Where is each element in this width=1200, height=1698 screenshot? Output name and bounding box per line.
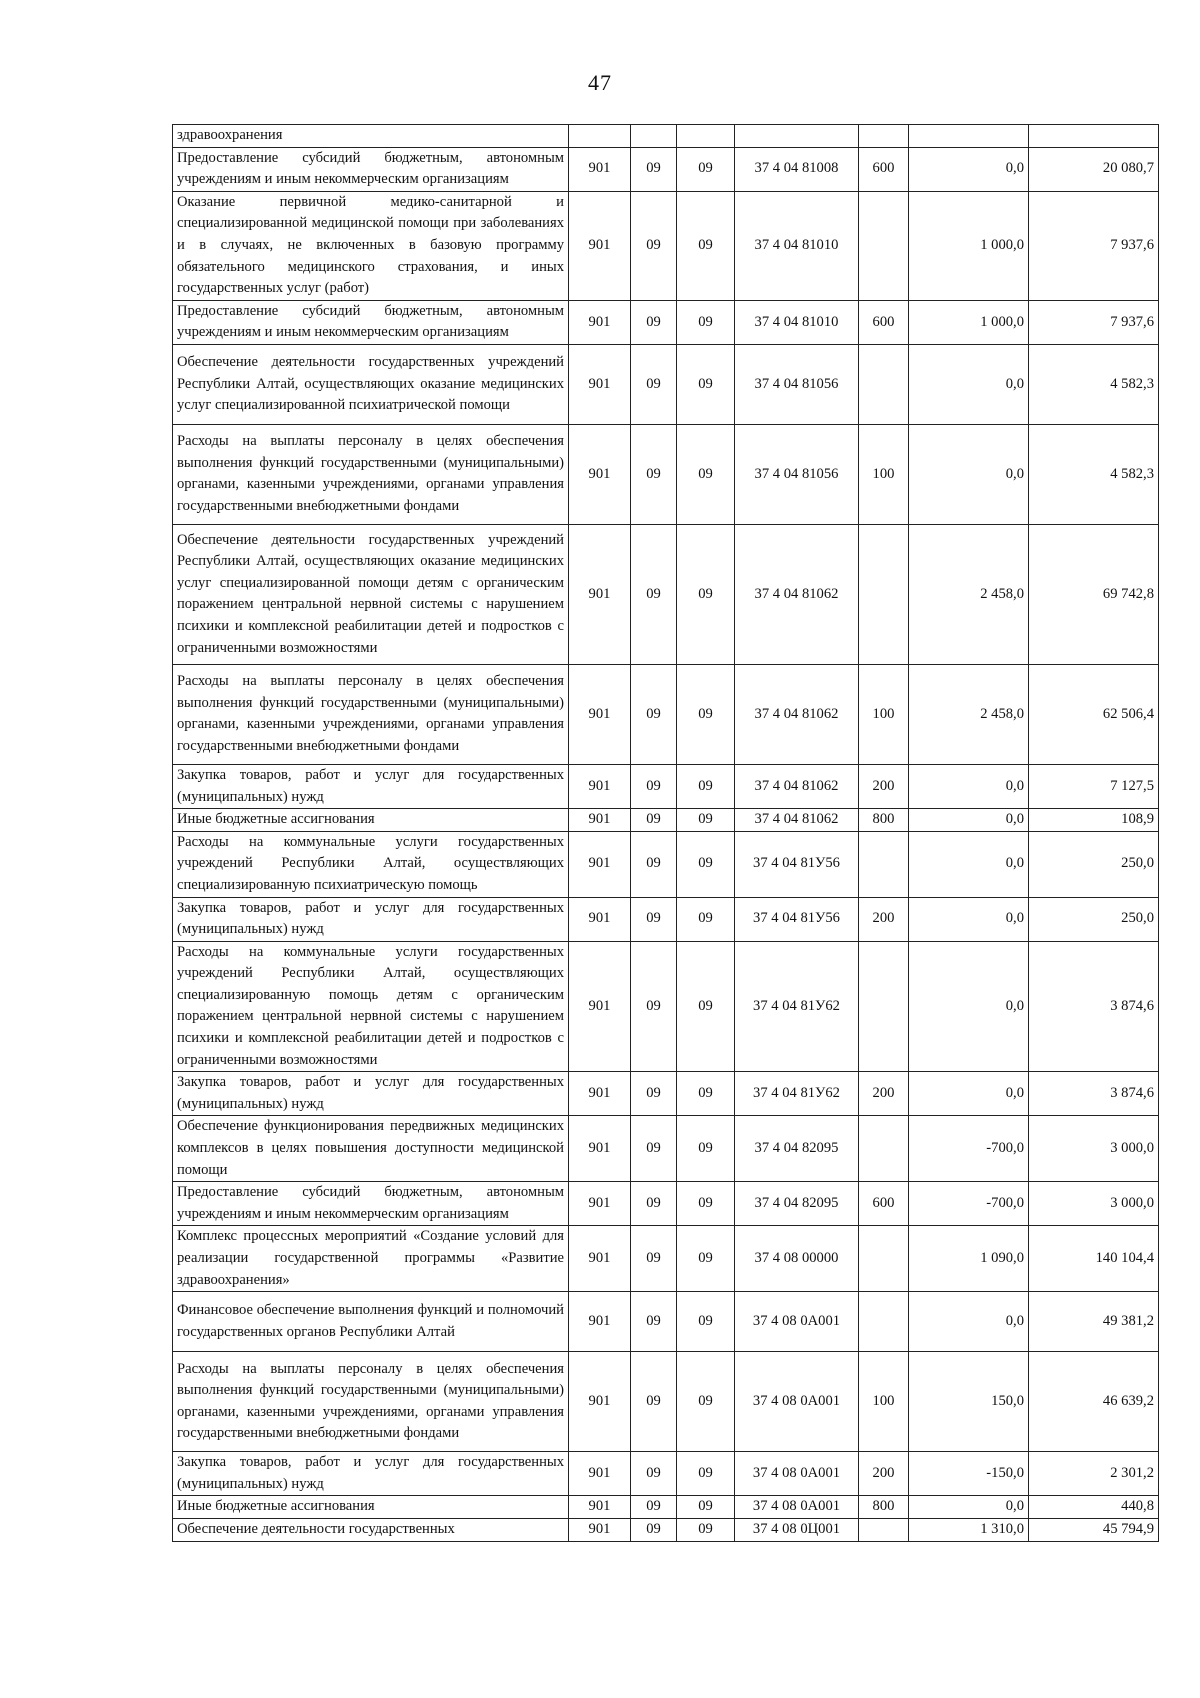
expense-type-code: 200 xyxy=(859,1452,909,1496)
expense-type-code xyxy=(859,1226,909,1292)
amount-total: 250,0 xyxy=(1029,897,1159,941)
row-description: Закупка товаров, работ и услуг для государственных (муниципальных) нужд xyxy=(173,1452,569,1496)
grbs-code: 901 xyxy=(569,424,631,524)
section-code: 09 xyxy=(631,1352,677,1452)
section-code: 09 xyxy=(631,764,677,808)
subsection-code: 09 xyxy=(677,764,735,808)
expense-type-code: 100 xyxy=(859,664,909,764)
expense-type-code: 600 xyxy=(859,1182,909,1226)
row-description: Обеспечение деятельности государственных учреждений Республики Алтай, осуществляющих оказание медицинских услуг специализированной помощи детям с органическим поражением центральной нервной системы с нарушением психики и комплексной реабилитации детей и подростков с ограниченными возможностями xyxy=(173,524,569,664)
subsection-code: 09 xyxy=(677,300,735,344)
table-row xyxy=(173,1182,1159,1226)
target-article-code: 37 4 08 0Ц001 xyxy=(735,1518,859,1541)
table-row xyxy=(173,524,1159,664)
expense-type-code: 600 xyxy=(859,300,909,344)
amount-total: 7 127,5 xyxy=(1029,764,1159,808)
table-row xyxy=(173,1452,1159,1496)
grbs-code: 901 xyxy=(569,1182,631,1226)
subsection-code: 09 xyxy=(677,664,735,764)
amount-total: 49 381,2 xyxy=(1029,1292,1159,1352)
grbs-code: 901 xyxy=(569,524,631,664)
row-description: Закупка товаров, работ и услуг для государственных (муниципальных) нужд xyxy=(173,1072,569,1116)
target-article-code: 37 4 08 0А001 xyxy=(735,1352,859,1452)
target-article-code: 37 4 04 81062 xyxy=(735,664,859,764)
section-code: 09 xyxy=(631,897,677,941)
subsection-code: 09 xyxy=(677,1518,735,1541)
target-article-code: 37 4 04 81056 xyxy=(735,424,859,524)
row-description: Расходы на выплаты персоналу в целях обеспечения выполнения функций государственными (муниципальными) органами, казенными учреждениями, органами управления государственными внебюджетными фондами xyxy=(173,1352,569,1452)
table-row xyxy=(173,1226,1159,1292)
target-article-code: 37 4 04 81056 xyxy=(735,344,859,424)
amount-change: -700,0 xyxy=(909,1116,1029,1182)
row-description: Закупка товаров, работ и услуг для государственных (муниципальных) нужд xyxy=(173,897,569,941)
target-article-code: 37 4 04 82095 xyxy=(735,1182,859,1226)
table-row xyxy=(173,831,1159,897)
subsection-code: 09 xyxy=(677,1452,735,1496)
section-code: 09 xyxy=(631,524,677,664)
grbs-code: 901 xyxy=(569,1292,631,1352)
table-body xyxy=(173,125,1159,1542)
grbs-code: 901 xyxy=(569,147,631,191)
amount-total: 2 301,2 xyxy=(1029,1452,1159,1496)
expense-type-code xyxy=(859,941,909,1072)
subsection-code: 09 xyxy=(677,1116,735,1182)
grbs-code: 901 xyxy=(569,1452,631,1496)
grbs-code: 901 xyxy=(569,1116,631,1182)
table-row xyxy=(173,191,1159,300)
target-article-code: 37 4 08 00000 xyxy=(735,1226,859,1292)
section-code xyxy=(631,125,677,148)
section-code: 09 xyxy=(631,1518,677,1541)
amount-total: 7 937,6 xyxy=(1029,300,1159,344)
expense-type-code xyxy=(859,125,909,148)
target-article-code: 37 4 04 81У62 xyxy=(735,1072,859,1116)
amount-total: 3 874,6 xyxy=(1029,941,1159,1072)
table-row xyxy=(173,125,1159,148)
table-row xyxy=(173,1072,1159,1116)
row-description: Оказание первичной медико-санитарной и специализированной медицинской помощи при заболеваниях и в случаях, не включенных в базовую программу обязательного медицинского страхования, и иных государственных услуг (работ) xyxy=(173,191,569,300)
expense-type-code: 100 xyxy=(859,1352,909,1452)
target-article-code: 37 4 04 81062 xyxy=(735,764,859,808)
subsection-code: 09 xyxy=(677,1292,735,1352)
subsection-code: 09 xyxy=(677,1072,735,1116)
subsection-code: 09 xyxy=(677,344,735,424)
subsection-code: 09 xyxy=(677,809,735,832)
amount-change: 0,0 xyxy=(909,809,1029,832)
page-number: 47 xyxy=(588,70,612,95)
section-code: 09 xyxy=(631,1072,677,1116)
target-article-code: 37 4 08 0А001 xyxy=(735,1452,859,1496)
expense-type-code: 200 xyxy=(859,897,909,941)
section-code: 09 xyxy=(631,191,677,300)
subsection-code: 09 xyxy=(677,147,735,191)
table-row xyxy=(173,1292,1159,1352)
subsection-code: 09 xyxy=(677,1182,735,1226)
amount-change: 0,0 xyxy=(909,831,1029,897)
expense-type-code: 600 xyxy=(859,147,909,191)
amount-total: 140 104,4 xyxy=(1029,1226,1159,1292)
amount-change: 1 090,0 xyxy=(909,1226,1029,1292)
section-code: 09 xyxy=(631,300,677,344)
expense-type-code: 200 xyxy=(859,764,909,808)
amount-total: 20 080,7 xyxy=(1029,147,1159,191)
row-description: Иные бюджетные ассигнования xyxy=(173,809,569,832)
target-article-code: 37 4 08 0А001 xyxy=(735,1496,859,1519)
table-row xyxy=(173,941,1159,1072)
target-article-code: 37 4 04 81У56 xyxy=(735,897,859,941)
grbs-code: 901 xyxy=(569,809,631,832)
expense-type-code xyxy=(859,344,909,424)
section-code: 09 xyxy=(631,809,677,832)
expense-type-code: 100 xyxy=(859,424,909,524)
amount-total: 46 639,2 xyxy=(1029,1352,1159,1452)
table-row xyxy=(173,809,1159,832)
expense-type-code xyxy=(859,1292,909,1352)
amount-change: 1 000,0 xyxy=(909,191,1029,300)
amount-total xyxy=(1029,125,1159,148)
table-row xyxy=(173,1352,1159,1452)
amount-total: 62 506,4 xyxy=(1029,664,1159,764)
row-description: Предоставление субсидий бюджетным, автономным учреждениям и иным некоммерческим организациям xyxy=(173,300,569,344)
row-description: Расходы на коммунальные услуги государственных учреждений Республики Алтай, осуществляющих специализированную помощь детям с органическим поражением центральной нервной системы с нарушением психики и комплексной реабилитации детей и подростков с ограниченными возможностями xyxy=(173,941,569,1072)
table-row xyxy=(173,1116,1159,1182)
table-row xyxy=(173,147,1159,191)
row-description: Расходы на коммунальные услуги государственных учреждений Республики Алтай, осуществляющих специализированную психиатрическую помощь xyxy=(173,831,569,897)
target-article-code: 37 4 04 81008 xyxy=(735,147,859,191)
target-article-code: 37 4 04 81010 xyxy=(735,191,859,300)
target-article-code: 37 4 04 81062 xyxy=(735,809,859,832)
amount-change: 0,0 xyxy=(909,941,1029,1072)
row-description: Обеспечение деятельности государственных учреждений Республики Алтай, осуществляющих оказание медицинских услуг специализированной психиатрической помощи xyxy=(173,344,569,424)
amount-change: 1 310,0 xyxy=(909,1518,1029,1541)
grbs-code: 901 xyxy=(569,300,631,344)
subsection-code: 09 xyxy=(677,191,735,300)
section-code: 09 xyxy=(631,941,677,1072)
subsection-code: 09 xyxy=(677,1496,735,1519)
amount-total: 3 000,0 xyxy=(1029,1182,1159,1226)
section-code: 09 xyxy=(631,424,677,524)
subsection-code: 09 xyxy=(677,831,735,897)
amount-change: 1 000,0 xyxy=(909,300,1029,344)
table-row xyxy=(173,344,1159,424)
row-description: Расходы на выплаты персоналу в целях обеспечения выполнения функций государственными (муниципальными) органами, казенными учреждениями, органами управления государственными внебюджетными фондами xyxy=(173,424,569,524)
grbs-code: 901 xyxy=(569,1072,631,1116)
expense-type-code xyxy=(859,1116,909,1182)
section-code: 09 xyxy=(631,1226,677,1292)
grbs-code: 901 xyxy=(569,831,631,897)
amount-change: -150,0 xyxy=(909,1452,1029,1496)
amount-total: 69 742,8 xyxy=(1029,524,1159,664)
table-row xyxy=(173,664,1159,764)
amount-change: 0,0 xyxy=(909,897,1029,941)
section-code: 09 xyxy=(631,1452,677,1496)
grbs-code: 901 xyxy=(569,1518,631,1541)
row-description: Иные бюджетные ассигнования xyxy=(173,1496,569,1519)
amount-change: -700,0 xyxy=(909,1182,1029,1226)
expense-type-code xyxy=(859,524,909,664)
section-code: 09 xyxy=(631,831,677,897)
section-code: 09 xyxy=(631,664,677,764)
section-code: 09 xyxy=(631,344,677,424)
table-row xyxy=(173,424,1159,524)
table-row xyxy=(173,764,1159,808)
grbs-code: 901 xyxy=(569,1496,631,1519)
section-code: 09 xyxy=(631,1292,677,1352)
amount-total: 3 874,6 xyxy=(1029,1072,1159,1116)
table-row xyxy=(173,1496,1159,1519)
amount-change xyxy=(909,125,1029,148)
grbs-code xyxy=(569,125,631,148)
row-description: Расходы на выплаты персоналу в целях обеспечения выполнения функций государственными (муниципальными) органами, казенными учреждениями, органами управления государственными внебюджетными фондами xyxy=(173,664,569,764)
target-article-code xyxy=(735,125,859,148)
amount-total: 7 937,6 xyxy=(1029,191,1159,300)
expense-type-code: 800 xyxy=(859,1496,909,1519)
grbs-code: 901 xyxy=(569,1352,631,1452)
target-article-code: 37 4 04 81010 xyxy=(735,300,859,344)
amount-total: 4 582,3 xyxy=(1029,344,1159,424)
grbs-code: 901 xyxy=(569,191,631,300)
grbs-code: 901 xyxy=(569,664,631,764)
grbs-code: 901 xyxy=(569,764,631,808)
expense-type-code xyxy=(859,831,909,897)
table-row xyxy=(173,1518,1159,1541)
row-description: Обеспечение функционирования передвижных медицинских комплексов в целях повышения доступности медицинской помощи xyxy=(173,1116,569,1182)
subsection-code xyxy=(677,125,735,148)
grbs-code: 901 xyxy=(569,1226,631,1292)
amount-total: 4 582,3 xyxy=(1029,424,1159,524)
table-row xyxy=(173,300,1159,344)
amount-change: 150,0 xyxy=(909,1352,1029,1452)
amount-total: 45 794,9 xyxy=(1029,1518,1159,1541)
subsection-code: 09 xyxy=(677,524,735,664)
amount-total: 3 000,0 xyxy=(1029,1116,1159,1182)
target-article-code: 37 4 08 0А001 xyxy=(735,1292,859,1352)
subsection-code: 09 xyxy=(677,897,735,941)
amount-change: 0,0 xyxy=(909,424,1029,524)
amount-change: 0,0 xyxy=(909,147,1029,191)
row-description: здравоохранения xyxy=(173,125,569,148)
section-code: 09 xyxy=(631,147,677,191)
target-article-code: 37 4 04 82095 xyxy=(735,1116,859,1182)
amount-change: 2 458,0 xyxy=(909,664,1029,764)
grbs-code: 901 xyxy=(569,897,631,941)
section-code: 09 xyxy=(631,1182,677,1226)
expense-type-code: 200 xyxy=(859,1072,909,1116)
amount-total: 440,8 xyxy=(1029,1496,1159,1519)
subsection-code: 09 xyxy=(677,941,735,1072)
expense-type-code xyxy=(859,191,909,300)
amount-change: 0,0 xyxy=(909,764,1029,808)
section-code: 09 xyxy=(631,1496,677,1519)
subsection-code: 09 xyxy=(677,1352,735,1452)
table-row xyxy=(173,897,1159,941)
subsection-code: 09 xyxy=(677,424,735,524)
expense-type-code: 800 xyxy=(859,809,909,832)
grbs-code: 901 xyxy=(569,344,631,424)
row-description: Финансовое обеспечение выполнения функций и полномочий государственных органов Республики Алтай xyxy=(173,1292,569,1352)
budget-table xyxy=(172,124,1159,1542)
row-description: Комплекс процессных мероприятий «Создание условий для реализации государственной программы «Развитие здравоохранения» xyxy=(173,1226,569,1292)
amount-change: 2 458,0 xyxy=(909,524,1029,664)
row-description: Предоставление субсидий бюджетным, автономным учреждениям и иным некоммерческим организациям xyxy=(173,147,569,191)
target-article-code: 37 4 04 81У62 xyxy=(735,941,859,1072)
row-description: Закупка товаров, работ и услуг для государственных (муниципальных) нужд xyxy=(173,764,569,808)
amount-change: 0,0 xyxy=(909,1292,1029,1352)
amount-total: 108,9 xyxy=(1029,809,1159,832)
target-article-code: 37 4 04 81У56 xyxy=(735,831,859,897)
target-article-code: 37 4 04 81062 xyxy=(735,524,859,664)
row-description: Обеспечение деятельности государственных xyxy=(173,1518,569,1541)
amount-change: 0,0 xyxy=(909,1072,1029,1116)
amount-total: 250,0 xyxy=(1029,831,1159,897)
amount-change: 0,0 xyxy=(909,344,1029,424)
amount-change: 0,0 xyxy=(909,1496,1029,1519)
grbs-code: 901 xyxy=(569,941,631,1072)
section-code: 09 xyxy=(631,1116,677,1182)
subsection-code: 09 xyxy=(677,1226,735,1292)
expense-type-code xyxy=(859,1518,909,1541)
row-description: Предоставление субсидий бюджетным, автономным учреждениям и иным некоммерческим организациям xyxy=(173,1182,569,1226)
